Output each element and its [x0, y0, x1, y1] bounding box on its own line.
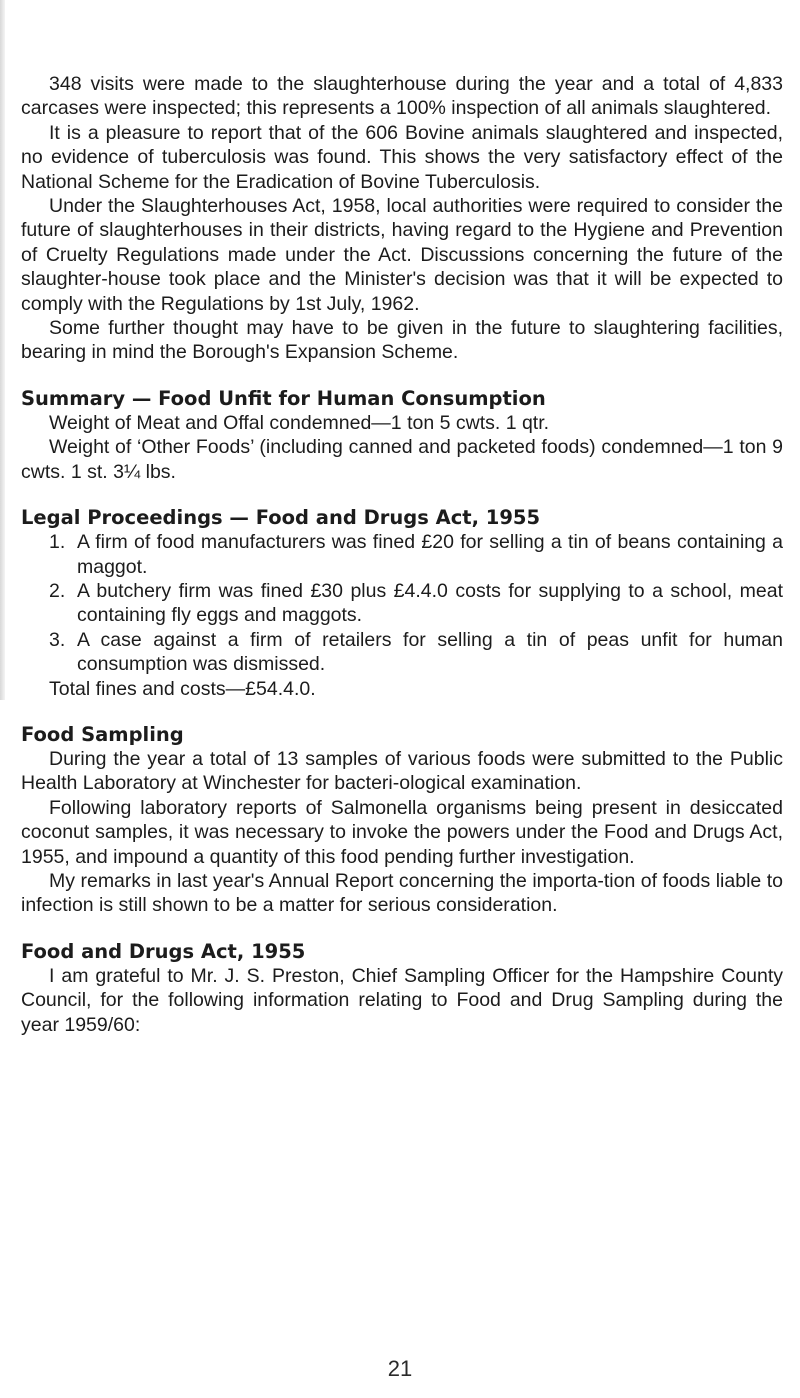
paragraph-visits: 348 visits were made to the slaughterhouse during the year and a total of 4,833 carcases were inspected; this represents a 100% inspection of all animals slaughtered. [21, 73, 783, 120]
summary-heading: Summary — Food Unfit for Human Consumption [21, 386, 546, 410]
food-sampling-heading: Food Sampling [21, 722, 184, 746]
summary-meat-line: Weight of Meat and Offal condemned—1 ton 5 cwts. 1 qtr. [49, 411, 550, 434]
paragraph-acknowledgement: I am grateful to Mr. J. S. Preston, Chief Sampling Officer for the Hampshire County Council, for the following information relating to Food and Drug Sampling during the year 1959/60: [21, 964, 783, 1036]
list-item [21, 628, 783, 677]
legal-proceedings-section [21, 506, 783, 701]
fda-heading: Food and Drugs Act, 1955 [21, 939, 306, 963]
summary-other-foods-line: Weight of ‘Other Foods’ (including canned and packeted foods) condemned—1 ton 9 cwts. 1 st. 3¼ lbs. [21, 436, 783, 483]
legal-list [21, 530, 783, 676]
legal-heading: Legal Proceedings — Food and Drugs Act, 1955 [21, 506, 541, 530]
summary-section [21, 387, 783, 484]
paragraph-tuberculosis: It is a pleasure to report that of the 606 Bovine animals slaughtered and inspected, no evidence of tuberculosis was found. This shows the very satisfactory effect of the National Scheme for the Eradication of Bovine Tuberculosis. [21, 121, 783, 193]
paragraph-salmonella: Following laboratory reports of Salmonella organisms being present in desiccated coconut samples, it was necessary to invoke the powers under the Food and Drugs Act, 1955, and impound a quantity of this food pending further investigation. [21, 796, 783, 868]
paragraph-slaughterhouses-act: Under the Slaughterhouses Act, 1958, local authorities were required to consider the future of slaughterhouses in their districts, having regard to the Hygiene and Prevention of Cruelty Regulations made under the Act. Discussions concerning the future of the slaughter-house took place and the Minister's decision was that it will be expected to comply with the Regulations by 1st July, 1962. [21, 195, 783, 315]
list-item-text: A firm of food manufacturers was fined £20 for selling a tin of beans containing a maggot. [77, 531, 783, 578]
legal-total: Total fines and costs—£54.4.0. [49, 677, 316, 700]
paragraph-expansion-scheme: Some further thought may have to be given in the future to slaughtering facilities, bearing in mind the Borough's Expansion Scheme. [21, 317, 783, 364]
list-item-text: A butchery firm was fined £30 plus £4.4.0 costs for supplying to a school, meat containing fly eggs and maggots. [77, 579, 783, 627]
list-item [21, 579, 783, 628]
paragraph-samples: During the year a total of 13 samples of various foods were submitted to the Public Health Laboratory at Winchester for bacteri-ological examination. [21, 747, 783, 795]
food-and-drugs-act-section [21, 940, 783, 1037]
slaughterhouse-section [21, 72, 783, 365]
list-item-number: 3. [49, 628, 66, 651]
list-item-number: 2. [49, 579, 66, 602]
binding-edge-shadow [0, 0, 5, 700]
list-item [21, 530, 783, 579]
list-item-number: 1. [49, 531, 66, 554]
food-sampling-section [21, 723, 783, 918]
list-item-text: A case against a firm of retailers for selling a tin of peas unfit for human consumption was dismissed. [77, 628, 783, 676]
page-number: 21 [387, 1356, 413, 1381]
paragraph-importation: My remarks in last year's Annual Report concerning the importa-tion of foods liable to infection is still shown to be a matter for serious consideration. [21, 869, 783, 917]
text-column [21, 72, 783, 1037]
